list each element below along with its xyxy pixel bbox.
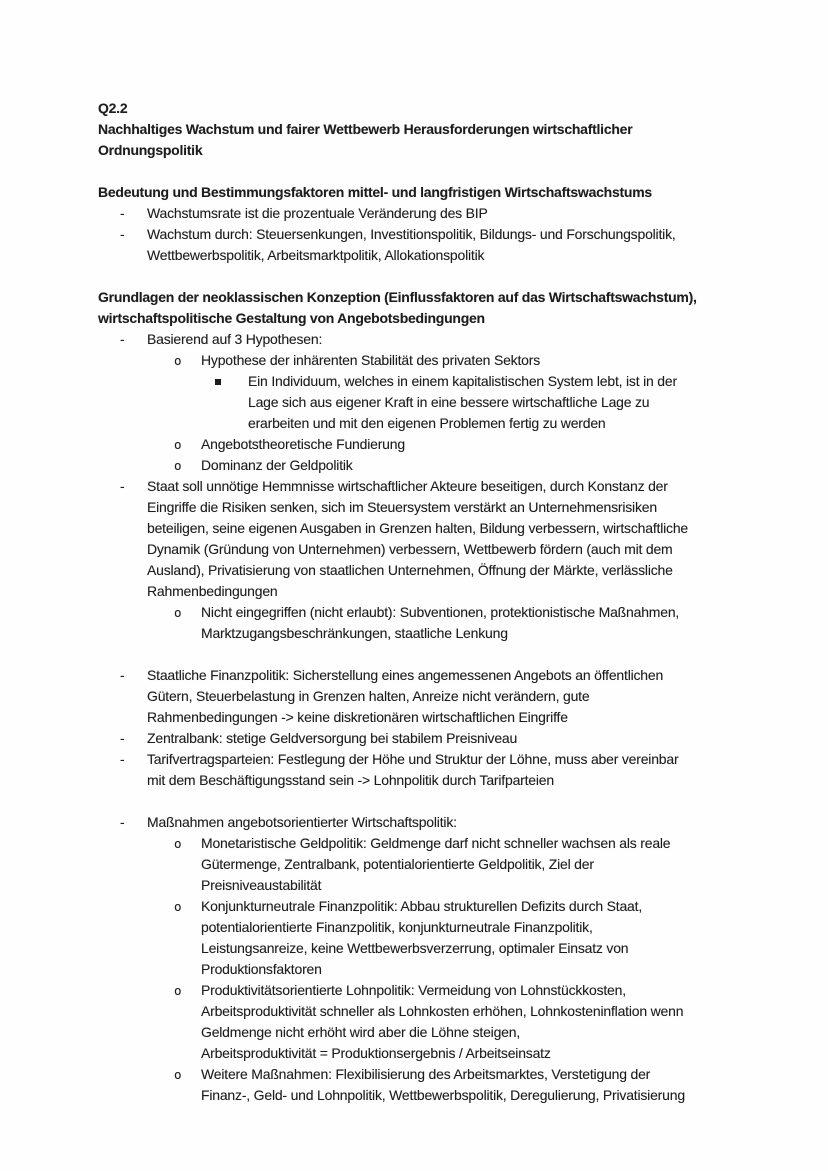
- bullet-circle-icon: o: [174, 983, 182, 998]
- section-heading-line: wirtschaftspolitische Gestaltung von Angebotsbedingungen: [98, 310, 485, 326]
- list-item-text: Gütern, Steuerbelastung in Grenzen halten, Anreize nicht verändern, gute: [147, 688, 590, 704]
- list-item-text: Arbeitsproduktivität = Produktionsergebnis / Arbeitseinsatz: [201, 1045, 551, 1061]
- list-item-text: Produktionsfaktoren: [201, 961, 322, 977]
- list-item-line: [98, 455, 758, 476]
- list-item-line: [98, 1085, 758, 1106]
- blank-line: [98, 644, 758, 665]
- list-item-line: [98, 602, 758, 623]
- list-item-text: Preisniveaustabilität: [201, 877, 322, 893]
- list-item-text: Basierend auf 3 Hypothesen:: [147, 331, 323, 347]
- bullet-circle-icon: o: [174, 353, 182, 368]
- list-item-line: [98, 371, 758, 392]
- list-item-text: Staatliche Finanzpolitik: Sicherstellung eines angemessenen Angebots an öffentlichen: [147, 667, 664, 683]
- list-item-line: [98, 497, 758, 518]
- doc-title-line: Ordnungspolitik: [98, 142, 203, 158]
- bullet-dash-icon: -: [120, 751, 125, 767]
- blank-line: [98, 161, 758, 182]
- list-item-text: potentialorientierte Finanzpolitik, konjunkturneutrale Finanzpolitik,: [201, 919, 593, 935]
- list-item-text: Leistungsanreize, keine Wettbewerbsverzerrung, optimaler Einsatz von: [201, 940, 629, 956]
- list-item-line: [98, 350, 758, 371]
- list-item-line: [98, 749, 758, 770]
- list-item-text: Weitere Maßnahmen: Flexibilisierung des Arbeitsmarktes, Verstetigung der: [201, 1066, 651, 1082]
- list-item-line: [98, 539, 758, 560]
- list-item-line: [98, 1001, 758, 1022]
- list-item-text: erarbeiten und mit den eigenen Problemen fertig zu werden: [248, 415, 606, 431]
- bullet-circle-icon: o: [174, 437, 182, 452]
- list-item-line: [98, 581, 758, 602]
- bullet-circle-icon: o: [174, 1067, 182, 1082]
- list-item-line: [98, 224, 758, 245]
- list-item-text: Arbeitsproduktivität schneller als Lohnkosten erhöhen, Lohnkosteninflation wenn: [201, 1003, 684, 1019]
- list-item-text: beteiligen, seine eigenen Ausgaben in Grenzen halten, Bildung verbessern, wirtschaftliche: [147, 520, 689, 536]
- list-item-line: [98, 245, 758, 266]
- blank-line: [98, 266, 758, 287]
- list-item-text: Ein Individuum, welches in einem kapitalistischen System lebt, ist in der: [248, 373, 677, 389]
- bullet-dash-icon: -: [120, 205, 125, 221]
- list-item-text: mit dem Beschäftigungsstand sein -> Lohnpolitik durch Tarifparteien: [147, 772, 554, 788]
- list-item-text: Eingriffe die Risiken senken, sich im Steuersystem verstärkt an Unternehmensrisiken: [147, 499, 657, 515]
- bullet-dash-icon: -: [120, 331, 125, 347]
- list-item-line: [98, 560, 758, 581]
- list-item-line: [98, 413, 758, 434]
- list-item-text: Ausland), Privatisierung von staatlichen Unternehmen, Öffnung der Märkte, verlässliche: [147, 562, 673, 578]
- list-item-text: Wachstumsrate ist die prozentuale Veränderung des BIP: [147, 205, 488, 221]
- list-item-line: [98, 623, 758, 644]
- bullet-square-icon: [215, 379, 221, 385]
- list-item-text: Staat soll unnötige Hemmnisse wirtschaftlicher Akteure beseitigen, durch Konstanz der: [147, 478, 668, 494]
- bullet-dash-icon: -: [120, 226, 125, 242]
- list-item-text: Dynamik (Gründung von Unternehmen) verbessern, Wettbewerb fördern (auch mit dem: [147, 541, 673, 557]
- list-item-line: [98, 812, 758, 833]
- list-item-text: Lage sich aus eigener Kraft in eine bessere wirtschaftliche Lage zu: [248, 394, 650, 410]
- list-item-line: [98, 770, 758, 791]
- list-item-text: Rahmenbedingungen -> keine diskretionären wirtschaftlichen Eingriffe: [147, 709, 568, 725]
- bullet-dash-icon: -: [120, 667, 125, 683]
- list-item-line: [98, 329, 758, 350]
- bullet-dash-icon: -: [120, 814, 125, 830]
- list-item-text: Konjunkturneutrale Finanzpolitik: Abbau strukturellen Defizits durch Staat,: [201, 898, 643, 914]
- list-item-text: Marktzugangsbeschränkungen, staatliche Lenkung: [201, 625, 508, 641]
- list-item-line: [98, 392, 758, 413]
- list-item-line: [98, 1064, 758, 1085]
- bullet-circle-icon: o: [174, 899, 182, 914]
- list-item-text: Nicht eingegriffen (nicht erlaubt): Subventionen, protektionistische Maßnahmen,: [201, 604, 680, 620]
- list-item-line: [98, 875, 758, 896]
- list-item-text: Hypothese der inhärenten Stabilität des privaten Sektors: [201, 352, 541, 368]
- doc-title-line: Nachhaltiges Wachstum und fairer Wettbewerb Herausforderungen wirtschaftlicher: [98, 121, 633, 137]
- list-item-line: [98, 434, 758, 455]
- list-item-text: Produktivitätsorientierte Lohnpolitik: Vermeidung von Lohnstückkosten,: [201, 982, 626, 998]
- list-item-line: [98, 476, 758, 497]
- list-item-line: [98, 686, 758, 707]
- list-item-line: [98, 980, 758, 1001]
- list-item-line: [98, 896, 758, 917]
- list-item-line: [98, 938, 758, 959]
- list-item-text: Angebotstheoretische Fundierung: [201, 436, 405, 452]
- list-item-text: Rahmenbedingungen: [147, 583, 278, 599]
- list-item-line: [98, 917, 758, 938]
- blank-line: [98, 791, 758, 812]
- list-item-text: Monetaristische Geldpolitik: Geldmenge darf nicht schneller wachsen als reale: [201, 835, 671, 851]
- bullet-circle-icon: o: [174, 605, 182, 620]
- doc-body: [98, 161, 758, 1106]
- list-item-line: [98, 518, 758, 539]
- list-item-line: [98, 665, 758, 686]
- section-heading-line: Bedeutung und Bestimmungsfaktoren mittel- und langfristigen Wirtschaftswachstums: [98, 184, 652, 200]
- page-content: [98, 98, 758, 1106]
- doc-section-code: Q2.2: [98, 100, 128, 116]
- list-item-text: Tarifvertragsparteien: Festlegung der Höhe und Struktur der Löhne, muss aber vereinbar: [147, 751, 679, 767]
- bullet-dash-icon: -: [120, 478, 125, 494]
- list-item-line: [98, 1043, 758, 1064]
- list-item-line: [98, 854, 758, 875]
- list-item-line: [98, 959, 758, 980]
- list-item-text: Dominanz der Geldpolitik: [201, 457, 353, 473]
- list-item-line: [98, 728, 758, 749]
- list-item-text: Wachstum durch: Steuersenkungen, Investitionspolitik, Bildungs- und Forschungspolitik,: [147, 226, 676, 242]
- list-item-text: Gütermenge, Zentralbank, potentialorientierte Geldpolitik, Ziel der: [201, 856, 594, 872]
- list-item-text: Wettbewerbspolitik, Arbeitsmarktpolitik, Allokationspolitik: [147, 247, 485, 263]
- list-item-text: Zentralbank: stetige Geldversorgung bei stabilem Preisniveau: [147, 730, 518, 746]
- bullet-circle-icon: o: [174, 458, 182, 473]
- list-item-text: Finanz-, Geld- und Lohnpolitik, Wettbewerbspolitik, Deregulierung, Privatisierung: [201, 1087, 685, 1103]
- list-item-text: Geldmenge nicht erhöht wird aber die Löhne steigen,: [201, 1024, 521, 1040]
- list-item-line: [98, 707, 758, 728]
- bullet-dash-icon: -: [120, 730, 125, 746]
- list-item-line: [98, 833, 758, 854]
- section-heading-line: Grundlagen der neoklassischen Konzeption (Einflussfaktoren auf das Wirtschaftswachstum),: [98, 289, 697, 305]
- list-item-text: Maßnahmen angebotsorientierter Wirtschaftspolitik:: [147, 814, 457, 830]
- bullet-circle-icon: o: [174, 836, 182, 851]
- list-item-line: [98, 1022, 758, 1043]
- list-item-line: [98, 203, 758, 224]
